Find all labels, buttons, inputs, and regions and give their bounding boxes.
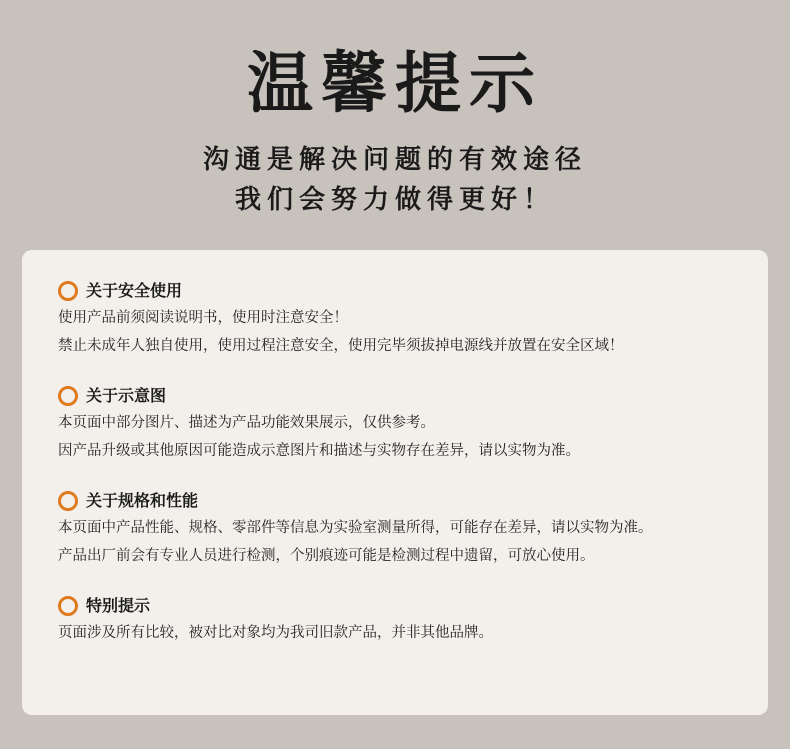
section-text: 禁止未成年人独自使用，使用过程注意安全，使用完毕须拔掉电源线并放置在安全区域！ (58, 338, 624, 354)
section-title: 关于安全使用 (86, 281, 183, 300)
section-specs (58, 488, 758, 570)
section-text: 产品出厂前会有专业人员进行检测，个别痕迹可能是检测过程中遗留，可放心使用。 (58, 548, 595, 564)
subtitle-line-1: 沟通是解决问题的有效途径 (202, 145, 587, 175)
section-text: 本页面中产品性能、规格、零部件等信息为实验室测量所得，可能存在差异，请以实物为准。 (58, 520, 653, 536)
circle-bullet-icon (58, 491, 78, 511)
section-title: 特别提示 (86, 596, 151, 615)
section-header (58, 593, 758, 619)
subtitle-line-2: 我们会努力做得更好！ (234, 185, 555, 215)
section-illustration (58, 383, 758, 465)
notice-card (22, 250, 768, 715)
section-title: 关于规格和性能 (86, 491, 199, 510)
section-text: 页面涉及所有比较，被对比对象均为我司旧款产品，并非其他品牌。 (58, 625, 493, 641)
section-text: 因产品升级或其他原因可能造成示意图片和描述与实物存在差异，请以实物为准。 (58, 443, 580, 459)
circle-bullet-icon (58, 386, 78, 406)
section-safety (58, 278, 758, 360)
section-header (58, 278, 758, 304)
circle-bullet-icon (58, 281, 78, 301)
section-text: 本页面中部分图片、描述为产品功能效果展示，仅供参考。 (58, 415, 435, 431)
page-title: 温馨提示 (247, 45, 543, 122)
section-text: 使用产品前须阅读说明书，使用时注意安全！ (58, 310, 348, 326)
circle-bullet-icon (58, 596, 78, 616)
section-header (58, 383, 758, 409)
header (0, 0, 790, 245)
section-header (58, 488, 758, 514)
section-special-notice (58, 593, 758, 647)
section-title: 关于示意图 (86, 386, 167, 405)
